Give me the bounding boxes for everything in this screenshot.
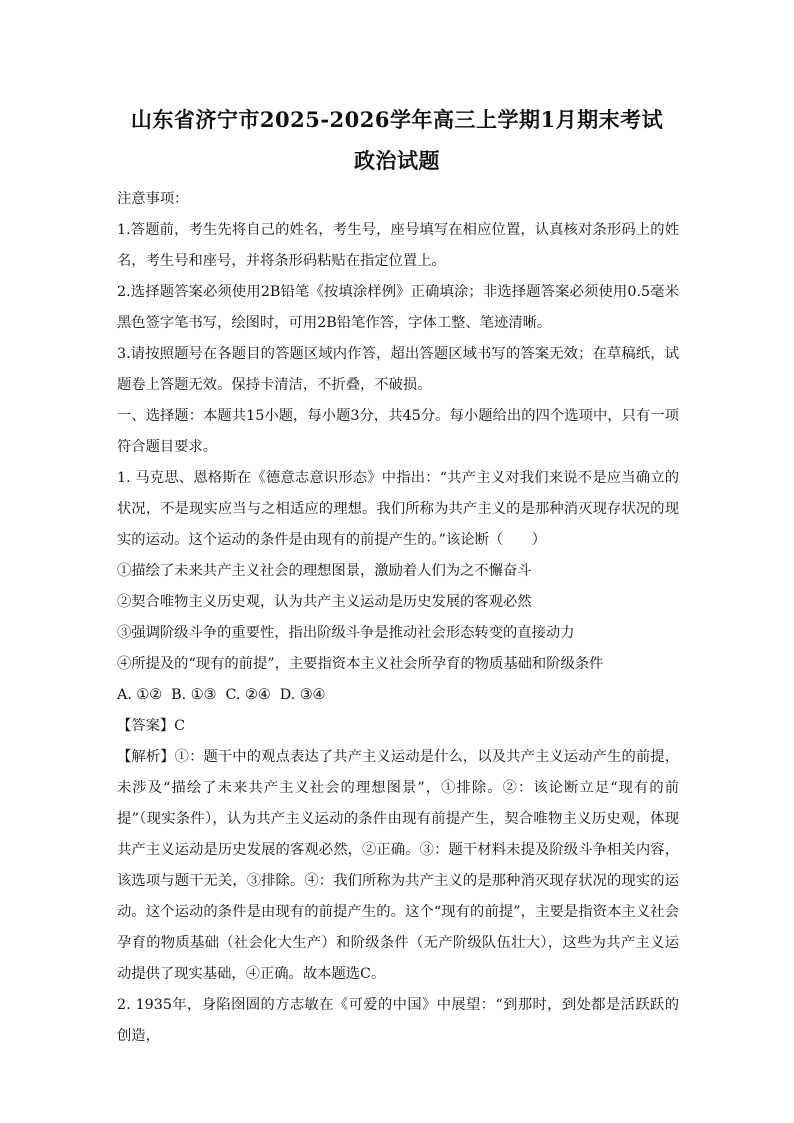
question-1-choice-1: ①描绘了未来共产主义社会的理想图景，激励着人们为之不懈奋斗	[117, 563, 532, 579]
notice-item-1: 1.答题前，考生先将自己的姓名，考生号，座号填写在相应位置，认真核对条形码上的姓名，考生号和座号，并将条形码粘贴在指定位置上。	[117, 222, 679, 269]
question-1-choice-4: ④所提及的“现有的前提”，主要指资本主义社会所孕育的物质基础和阶级条件	[117, 656, 604, 672]
exam-title: 山东省济宁市2025-2026学年高三上学期1月期末考试	[130, 107, 664, 132]
notice-heading: 注意事项：	[117, 191, 189, 207]
section-heading: 一、选择题：本题共15小题，每小题3分，共45分。每小题给出的四个选项中，只有一项符合题目要求。	[117, 408, 679, 455]
question-1-choice-3: ③强调阶级斗争的重要性，指出阶级斗争是推动社会形态转变的直接动力	[117, 625, 575, 641]
exam-body	[117, 184, 679, 1052]
exam-subtitle: 政治试题	[354, 148, 440, 173]
notice-item-3: 3.请按照题号在各题目的答题区域内作答，超出答题区域书写的答案无效；在草稿纸，试题卷上答题无效。保持卡清洁，不折叠，不破损。	[117, 346, 679, 393]
question-1-options: A. ①② B. ①③ C. ②④ D. ③④	[117, 687, 326, 703]
notice-item-2: 2.选择题答案必须使用2B铅笔《按填涂样例》正确填涂；非选择题答案必须使用0.5毫米黑色签字笔书写，绘图时，可用2B铅笔作答，字体工整、笔迹清晰。	[117, 284, 679, 331]
question-2-stem: 2. 1935年，身陷囹圄的方志敏在《可爱的中国》中展望：“到那时，到处都是活跃跃的创造，	[117, 997, 679, 1044]
question-1-stem: 1. 马克思、恩格斯在《德意志意识形态》中指出：“共产主义对我们来说不是应当确立的状况，不是现实应当与之相适应的理想。我们所称为共产主义的是那种消灭现存状况的现实的运动。这个运动的条件是由现有的前提产生的。”该论断（ ）	[117, 470, 679, 548]
question-1-answer: 【答案】C	[117, 718, 186, 734]
question-1-analysis: 【解析】①：题干中的观点表达了共产主义运动是什么，以及共产主义运动产生的前提，未涉及“描绘了未来共产主义社会的理想图景”，①排除。②：该论断立足“现有的前提”（现实条件），认为共产主义运动的条件由现有前提产生，契合唯物主义历史观，体现共产主义运动是历史发展的客观必然，②正确。③：题干材料未提及阶级斗争相关内容，该选项与题干无关，③排除。④：我们所称为共产主义的是那种消灭现存状况的现实的运动。这个运动的条件是由现有的前提产生的。这个“现有的前提”，主要是指资本主义社会孕育的物质基础（社会化大生产）和阶级条件（无产阶级队伍壮大），这些为共产主义运动提供了现实基础，④正确。故本题选C。	[117, 749, 679, 982]
question-1-choice-2: ②契合唯物主义历史观，认为共产主义运动是历史发展的客观必然	[117, 594, 532, 610]
